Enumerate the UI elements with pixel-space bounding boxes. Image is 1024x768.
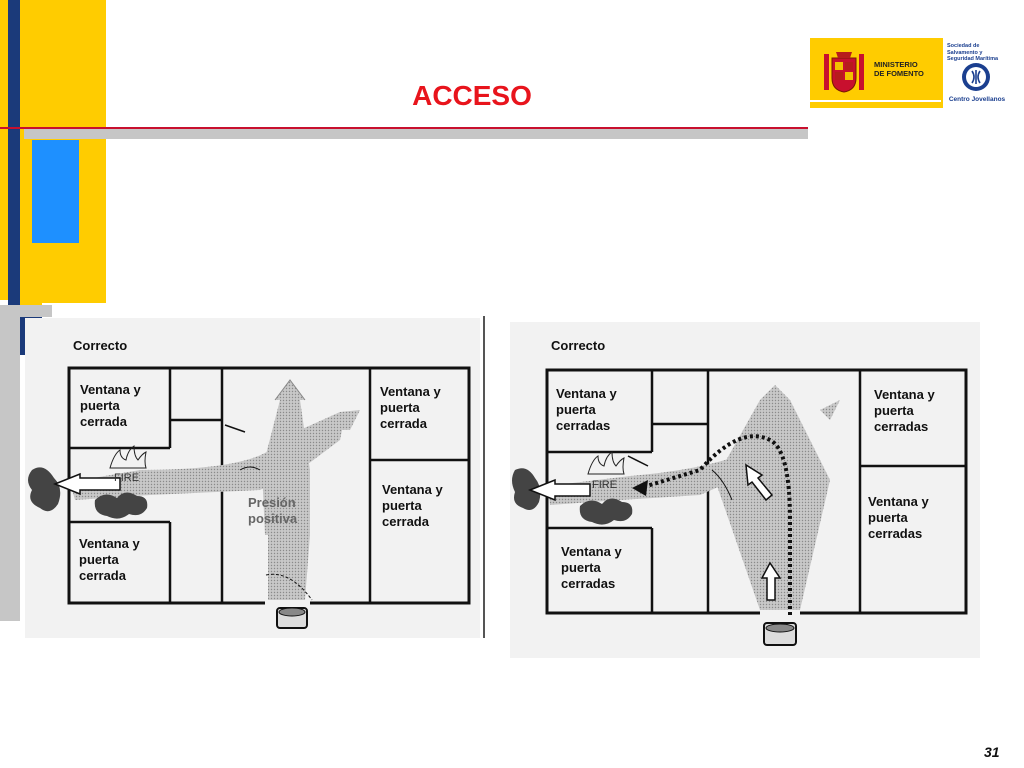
center-name: Centro Jovellanos (948, 96, 1006, 103)
ministry-name: MINISTERIO DE FOMENTO (874, 60, 924, 78)
page-number: 31 (984, 744, 1000, 760)
society-name: Sociedad de Salvamento y Seguridad Marítima (947, 43, 999, 62)
right-heading: Correcto (551, 338, 606, 353)
right-fire-label: FIRE (592, 479, 618, 491)
left-room-bottom-left: Ventana y puerta cerrada (79, 536, 140, 583)
left-fire-label: FIRE (114, 472, 140, 484)
slide-title: ACCESO (412, 80, 532, 111)
right-room-bottom-left: Ventana y puerta cerradas (561, 544, 622, 591)
left-room-mid-right: Ventana y puerta cerrada (382, 482, 443, 529)
left-room-top-right: Ventana y puerta cerrada (380, 384, 441, 431)
right-room-top-right: Ventana y puerta cerradas (874, 387, 935, 434)
right-room-mid-right: Ventana y puerta cerradas (868, 494, 929, 541)
left-pressure-label: Presión positiva (248, 495, 298, 526)
right-room-top-left: Ventana y puerta cerradas (556, 386, 617, 433)
left-room-top-left: Ventana y puerta cerrada (80, 382, 141, 429)
left-heading: Correcto (73, 338, 128, 353)
